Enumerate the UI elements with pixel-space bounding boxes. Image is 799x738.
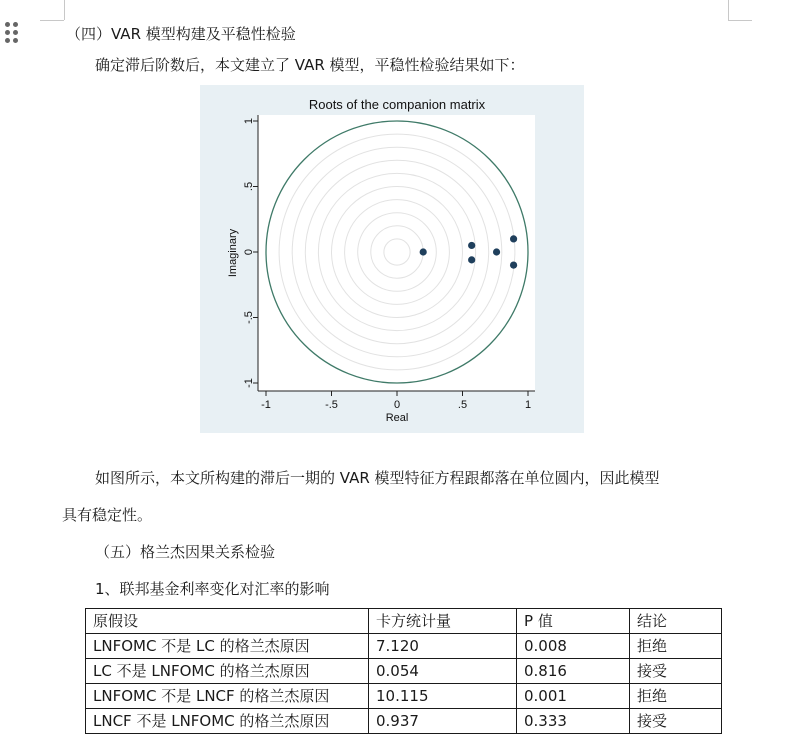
table-row (86, 634, 722, 659)
cell-hypothesis: LNFOMC 不是 LNCF 的格兰杰原因 (86, 684, 369, 709)
cell-hypothesis: LC 不是 LNFOMC 的格兰杰原因 (86, 659, 369, 684)
cell-pvalue: 0.001 (517, 684, 630, 709)
conclusion-line-1: 如图所示，本文所构建的滞后一期的 VAR 模型特征方程跟都落在单位圆内，因此模型 (95, 469, 660, 487)
page-corner-mark-left (64, 0, 65, 20)
conclusion-line-2: 具有稳定性。 (62, 506, 153, 524)
cell-conclusion: 接受 (630, 709, 722, 734)
x-axis-label: Real (385, 412, 409, 424)
cell-pvalue: 0.008 (517, 634, 630, 659)
y-tick-label: 1 (242, 117, 255, 125)
chart-title: Roots of the companion matrix (308, 97, 486, 112)
root-point (510, 235, 517, 242)
cell-chi2: 0.054 (369, 659, 517, 684)
cell-hypothesis: LNCF 不是 LNFOMC 的格兰杰原因 (86, 709, 369, 734)
cell-chi2: 7.120 (369, 634, 517, 659)
table-row (86, 659, 722, 684)
table-row (86, 709, 722, 734)
y-tick-label: -1 (242, 378, 255, 388)
cell-conclusion: 接受 (630, 659, 722, 684)
y-tick-label: .5 (242, 181, 255, 192)
header-conclusion: 结论 (630, 609, 722, 634)
header-hypothesis: 原假设 (86, 609, 369, 634)
header-chi2: 卡方统计量 (369, 609, 517, 634)
cell-conclusion: 拒绝 (630, 684, 722, 709)
granger-table (85, 608, 722, 734)
page-corner-mark-left-h (40, 20, 64, 21)
root-point (468, 242, 475, 249)
root-point (493, 248, 500, 255)
x-tick-label: -.5 (325, 399, 338, 411)
table-header-row (86, 609, 722, 634)
cell-pvalue: 0.816 (517, 659, 630, 684)
drag-handle-icon[interactable] (5, 22, 23, 46)
cell-chi2: 10.115 (369, 684, 517, 709)
y-tick-label: -.5 (242, 311, 255, 324)
page-corner-mark-right (728, 0, 729, 20)
y-tick-label: 0 (242, 248, 255, 256)
section-5-subheading: 1、联邦基金利率变化对汇率的影响 (95, 580, 330, 598)
y-axis-label: Imaginary (227, 228, 239, 278)
page-corner-mark-right-h (728, 20, 752, 21)
x-tick-label: 0 (393, 399, 401, 411)
root-point (510, 262, 517, 269)
section-5-heading: （五）格兰杰因果关系检验 (95, 543, 276, 561)
roots-chart-svg (200, 85, 584, 433)
x-tick-label: .5 (457, 399, 468, 411)
roots-chart (200, 85, 584, 433)
section-4-intro: 确定滞后阶数后，本文建立了 VAR 模型，平稳性检验结果如下： (95, 56, 525, 74)
cell-chi2: 0.937 (369, 709, 517, 734)
header-pvalue: P 值 (517, 609, 630, 634)
root-point (468, 256, 475, 263)
table-row (86, 684, 722, 709)
cell-conclusion: 拒绝 (630, 634, 722, 659)
section-4-heading: （四）VAR 模型构建及平稳性检验 (66, 25, 296, 43)
cell-hypothesis: LNFOMC 不是 LC 的格兰杰原因 (86, 634, 369, 659)
cell-pvalue: 0.333 (517, 709, 630, 734)
x-tick-label: -1 (261, 399, 271, 411)
root-point (420, 248, 427, 255)
x-tick-label: 1 (524, 399, 532, 411)
